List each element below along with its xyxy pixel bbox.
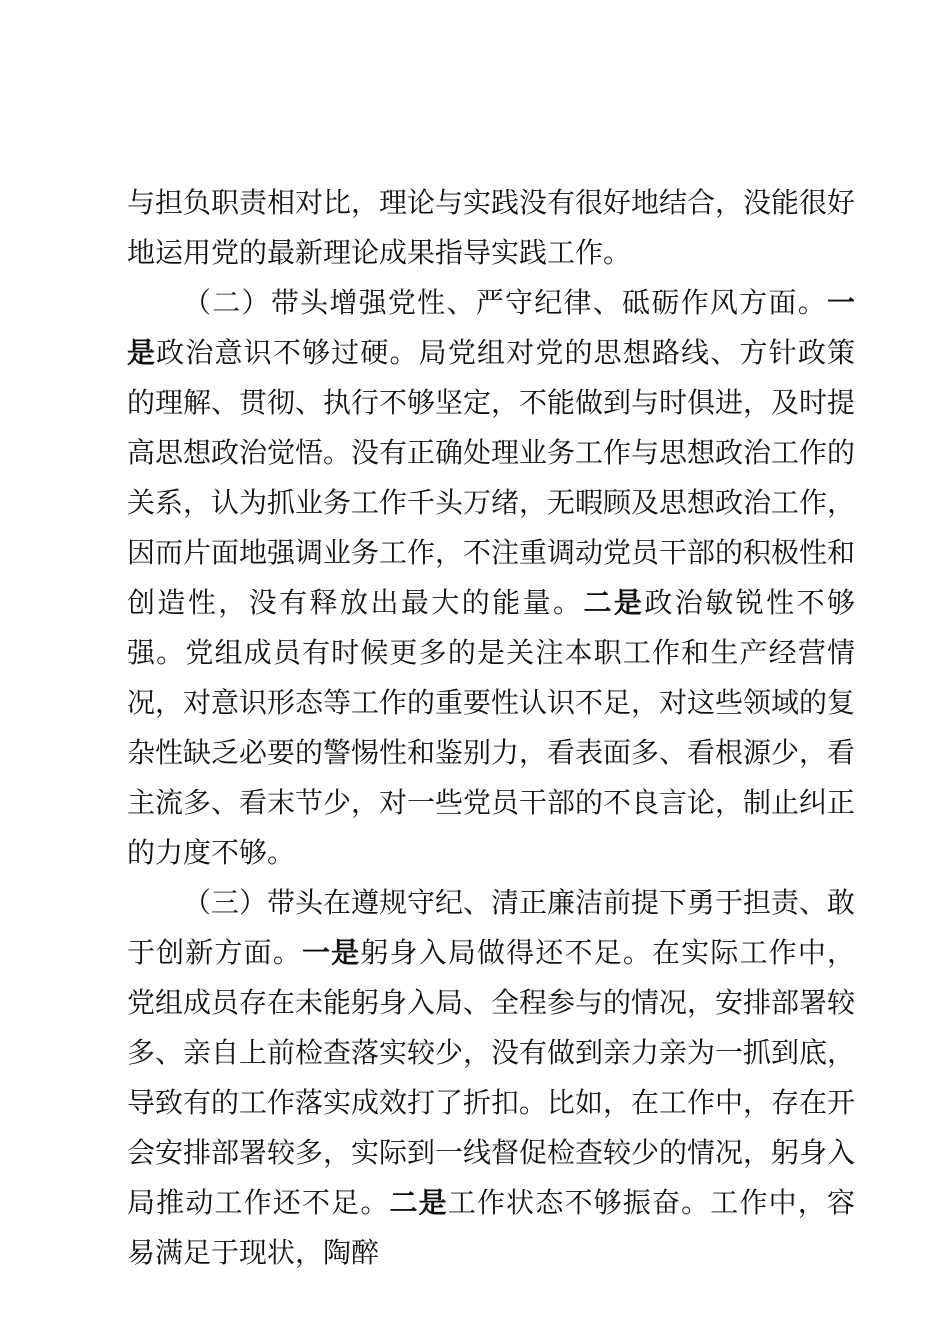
- paragraph-2: [127, 278, 855, 878]
- paragraph-text: 与担负职责相对比，理论与实践没有很好地结合，没能很好地运用党的最新理论成果指导实践工作。: [127, 186, 856, 269]
- paragraph-text: 工作状态不够振奋。工作中，容易满足于现状，陶醉: [127, 1186, 855, 1269]
- paragraph-1: [127, 178, 855, 278]
- paragraph-text: 躬身入局做得还不足。在实际工作中，党组成员存在未能躬身入局、全程参与的情况，安排部署较多、亲自上前检查落实较少，没有做到亲力亲为一抓到底，导致有的工作落实成效打了折扣。比如，在工作中，存在开会安排部署较多，实际到一线督促检查较少的情况，躬身入局推动工作还不足。: [127, 936, 856, 1219]
- paragraph-3: [127, 878, 855, 1278]
- document-body: [127, 178, 855, 1278]
- section-heading-two: （二）带头增强党性、严守纪律、砥砺作风方面。: [183, 286, 827, 319]
- point-marker-two: 二是: [583, 586, 645, 619]
- paragraph-text: 政治敏锐性不够强。党组成员有时候更多的是关注本职工作和生产经营情况，对意识形态等工作的重要性认识不足，对这些领域的复杂性缺乏必要的警惕性和鉴别力，看表面多、看根源少，看主流多、看末节少，对一些党员干部的不良言论，制止纠正的力度不够。: [127, 586, 856, 869]
- paragraph-text: 政治意识不够过硬。局党组对党的思想路线、方针政策的理解、贯彻、执行不够坚定，不能做到与时俱进，及时提高思想政治觉悟。没有正确处理业务工作与思想政治工作的关系，认为抓业务工作千头万绪，无暇顾及思想政治工作，因而片面地强调业务工作，不注重调动党员干部的积极性和创造性，没有释放出最大的能量。: [127, 336, 856, 619]
- section-heading-three: （三）带头在遵规守纪、清正廉洁前提下勇于担责、敢于创新方面。: [127, 886, 856, 969]
- point-marker-two: 二是: [389, 1186, 448, 1219]
- point-marker-one: 一是: [127, 286, 855, 369]
- point-marker-one: 一是: [302, 936, 361, 969]
